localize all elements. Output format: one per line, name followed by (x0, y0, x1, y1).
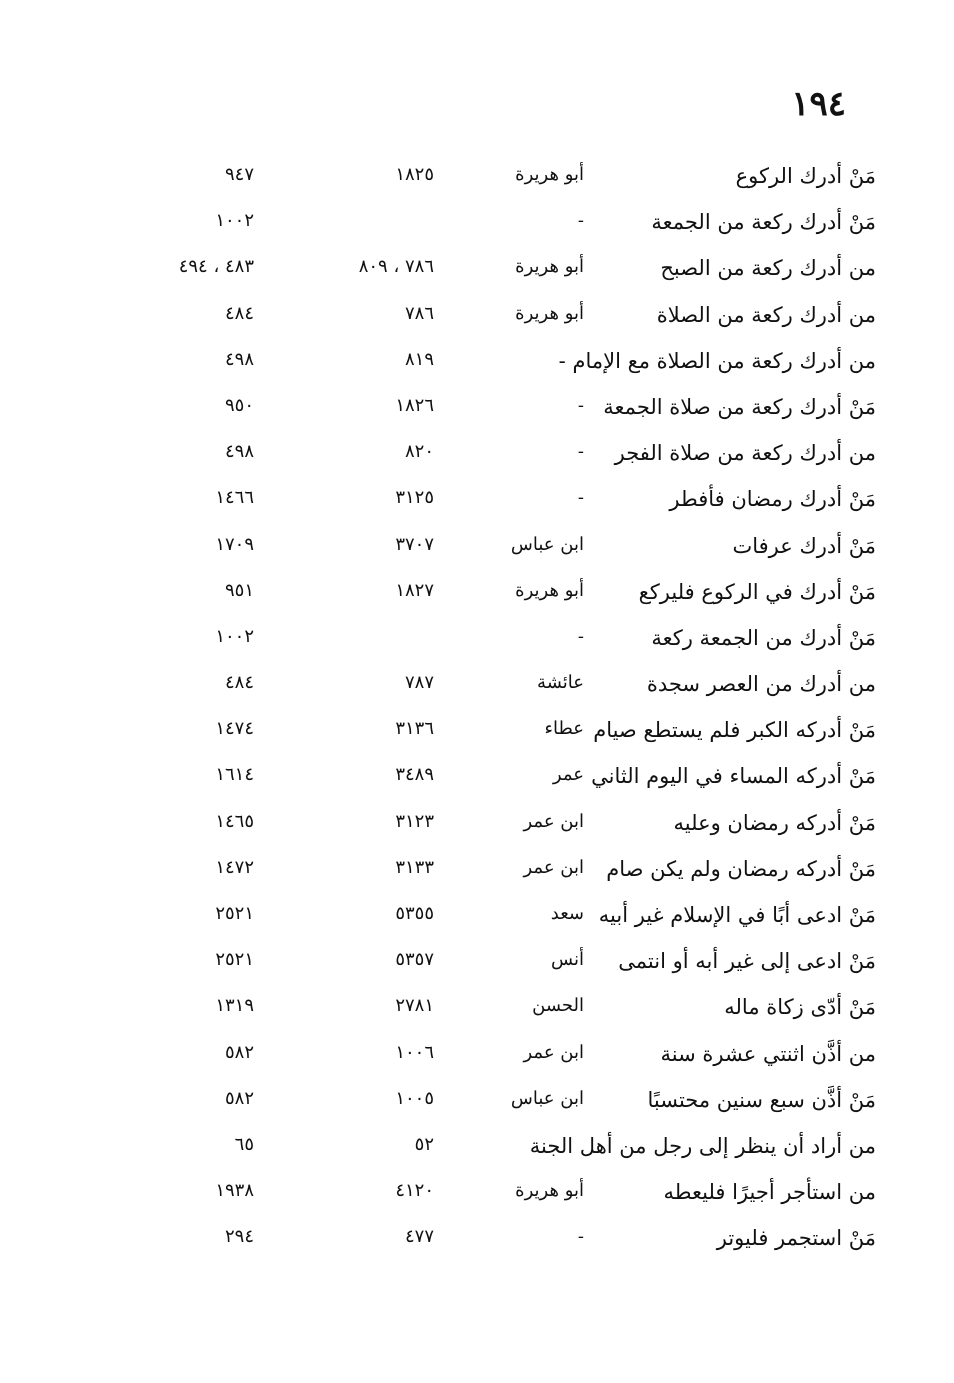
hadith-text: من أراد أن ينظر إلى رجل من أهل الجنة (529, 1133, 876, 1158)
page-reference: ٤٨٤ (224, 302, 254, 324)
hadith-number: ٢٧٨١ (395, 995, 434, 1017)
index-row (0, 1036, 954, 1082)
index-row (0, 435, 954, 481)
narrator: أبو هريرة (515, 164, 584, 185)
page-reference: ١٤٧٤ (215, 718, 254, 740)
narrator: - (577, 210, 584, 232)
hadith-number: ٣١٣٦ (395, 718, 434, 740)
page-reference: ١٠٠٢ (215, 625, 254, 647)
hadith-number: ١٨٢٥ (395, 164, 434, 185)
hadith-text: من أدرك ركعة من الصبح (660, 256, 876, 281)
index-row (0, 620, 954, 666)
narrator: عائشة (537, 672, 584, 694)
index-row (0, 805, 954, 851)
narrator: أبو هريرة (515, 1180, 584, 1202)
hadith-number: ٨٢٠ (404, 441, 434, 463)
index-row (0, 897, 954, 943)
hadith-text: مَنْ أدرك عرفات (732, 533, 876, 558)
hadith-text: مَنْ أدرك الركوع (735, 164, 876, 188)
narrator: - (577, 394, 584, 416)
narrator: أبو هريرة (515, 256, 584, 278)
hadith-number: ٨١٩ (404, 348, 434, 370)
hadith-number: ٤٧٧ (404, 1226, 434, 1248)
index-row (0, 250, 954, 296)
hadith-number: ٣١٢٥ (395, 487, 434, 509)
page-reference: ٩٥١ (224, 579, 254, 601)
page-number: ١٩٤ (791, 84, 846, 124)
narrator: ابن عمر (523, 1041, 584, 1063)
hadith-text: مَنْ أدرك رمضان فأفطر (669, 487, 876, 512)
index-row (0, 712, 954, 758)
narrator: ابن عباس (510, 533, 584, 555)
hadith-text: مَنْ أدرك ركعة من الجمعة (651, 210, 876, 235)
hadith-text: مَنْ أدّى زكاة ماله (724, 995, 876, 1020)
hadith-text: مَنْ أدركه رمضان وعليه (673, 810, 876, 835)
hadith-text: مَنْ ادعى إلى غير أبه أو انتمى (618, 949, 876, 974)
page-reference: ٦٥ (234, 1133, 254, 1155)
page-reference: ١٩٣٨ (215, 1180, 254, 1202)
index-row (0, 528, 954, 574)
narrator: ابن عمر (523, 856, 584, 878)
page-reference: ٩٥٠ (224, 394, 254, 416)
page-reference: ٥٨٢ (224, 1087, 254, 1109)
page-reference: ١٦١٤ (215, 764, 254, 786)
hadith-text: من أدرك من العصر سجدة (646, 672, 876, 697)
narrator: - (577, 625, 584, 647)
index-row (0, 1174, 954, 1220)
hadith-number: ١٨٢٦ (395, 394, 434, 416)
index-row (0, 481, 954, 527)
hadith-number: ٧٨٦ (404, 302, 434, 324)
page-reference: ٤٩٨ (224, 348, 254, 370)
hadith-text: من أدرك ركعة من الصلاة (656, 302, 876, 327)
hadith-number: ٥٣٥٥ (395, 903, 434, 924)
hadith-number: ٥٣٥٧ (395, 949, 434, 971)
hadith-number: ١٠٠٦ (395, 1041, 434, 1063)
index-row (0, 666, 954, 712)
index-row (0, 943, 954, 989)
narrator: الحسن (532, 995, 584, 1017)
index-row (0, 204, 954, 250)
page-reference: ٢٥٢١ (215, 949, 254, 971)
index-row (0, 851, 954, 897)
page-reference: ٢٥٢١ (215, 903, 254, 924)
hadith-text: مَنْ استجمر فليوتر (716, 1226, 876, 1251)
index-row (0, 1082, 954, 1128)
hadith-text: مَنْ أدرك ركعة من صلاة الجمعة (603, 394, 876, 419)
narrator: أبو هريرة (515, 302, 584, 324)
narrator: - (577, 441, 584, 463)
narrator: عمر (552, 764, 584, 786)
narrator: سعد (550, 903, 584, 924)
index-row (0, 297, 954, 343)
page-reference: ٤٨٤ (224, 672, 254, 694)
hadith-text: مَنْ أدركه المساء في اليوم الثاني (591, 764, 876, 789)
narrator: أبو هريرة (515, 579, 584, 601)
narrator: أنس (551, 949, 584, 971)
hadith-index-table (0, 158, 954, 1267)
page-reference: ١٤٦٥ (215, 810, 254, 832)
hadith-number: ١٠٠٥ (395, 1087, 434, 1109)
page-reference: ٥٨٢ (224, 1041, 254, 1063)
index-row (0, 158, 954, 204)
page-reference: ١٠٠٢ (215, 210, 254, 232)
narrator: ابن عباس (510, 1087, 584, 1109)
hadith-text: من أذَّن اثنتي عشرة سنة (660, 1041, 876, 1066)
hadith-number: ٧٨٦ ، ٨٠٩ (358, 256, 434, 278)
hadith-text: مَنْ أدركه رمضان ولم يكن صام (606, 856, 876, 881)
hadith-number: ٣١٣٣ (395, 856, 434, 878)
index-row (0, 1220, 954, 1266)
page-reference: ٤٨٣ ، ٤٩٤ (178, 256, 254, 278)
index-row (0, 1128, 954, 1174)
narrator: - (577, 1226, 584, 1248)
hadith-text: مَنْ أدركه الكبر فلم يستطع صيام (593, 718, 876, 743)
hadith-text: مَنْ أذَّن سبع سنين محتسبًا (647, 1087, 876, 1112)
narrator: - (577, 487, 584, 509)
hadith-number: ١٨٢٧ (395, 579, 434, 601)
page-reference: ٩٤٧ (224, 164, 254, 185)
hadith-text: من استأجر أجيرًا فليعطه (663, 1180, 876, 1205)
hadith-number: ٣١٢٣ (395, 810, 434, 832)
hadith-text: مَنْ أدرك من الجمعة ركعة (651, 625, 876, 650)
page-reference: ٢٩٤ (224, 1226, 254, 1248)
hadith-text: من أدرك ركعة من صلاة الفجر (614, 441, 876, 466)
hadith-text: مَنْ ادعى أبًا في الإسلام غير أبيه (598, 903, 876, 927)
narrator: ابن عمر (523, 810, 584, 832)
hadith-text: من أدرك ركعة من الصلاة مع الإمام - (558, 348, 876, 373)
index-row (0, 989, 954, 1035)
hadith-number: ٧٨٧ (404, 672, 434, 694)
page-reference: ١٤٧٢ (215, 856, 254, 878)
index-row (0, 574, 954, 620)
narrator: عطاء (544, 718, 584, 740)
index-row (0, 389, 954, 435)
hadith-number: ٣٤٨٩ (395, 764, 434, 786)
index-row (0, 343, 954, 389)
page-reference: ١٣١٩ (215, 995, 254, 1017)
hadith-number: ٣٧٠٧ (395, 533, 434, 555)
hadith-number: ٥٢ (414, 1133, 434, 1155)
page-reference: ١٧٠٩ (215, 533, 254, 555)
index-row (0, 758, 954, 804)
page-reference: ٤٩٨ (224, 441, 254, 463)
page-reference: ١٤٦٦ (215, 487, 254, 509)
hadith-number: ٤١٢٠ (395, 1180, 434, 1202)
hadith-text: مَنْ أدرك في الركوع فليركع (638, 579, 876, 604)
